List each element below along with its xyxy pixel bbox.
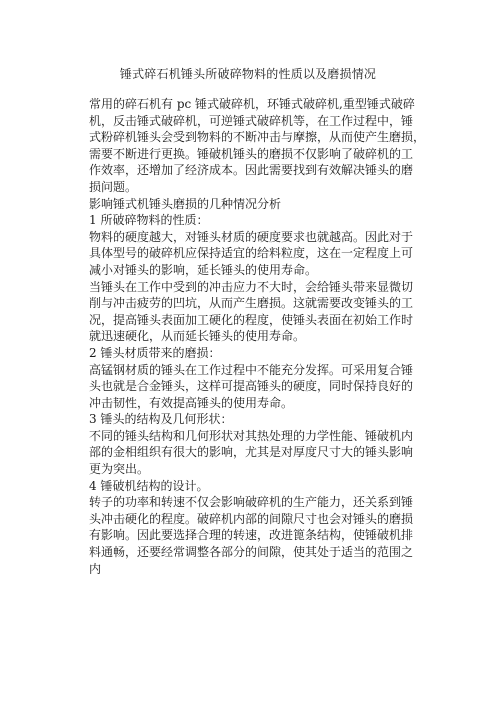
text-line: 作效率，还增加了经济成本。因此需要找到有效解决锤头的磨 — [89, 163, 414, 178]
text-line: 况，提高锤头表面加工硬化的程度，使锤头表面在初始工作时 — [89, 312, 414, 327]
text-line: 削与冲击疲劳的凹坑，从而产生磨损。这就需要改变锤头的工 — [89, 296, 414, 311]
document-body — [89, 96, 426, 577]
text-line: 内 — [89, 561, 102, 576]
subsection-heading: 1 所破碎物料的性质： — [89, 213, 209, 228]
text-line: 头也就是合金锤头，这样可提高锤头的硬度，同时保持良好的 — [89, 379, 414, 394]
text-line: 不同的锤头结构和几何形状对其热处理的力学性能、锤破机内 — [89, 428, 414, 443]
document-title: 锤式碎石机锤头所破碎物料的性质以及磨损情况 — [119, 67, 377, 81]
text-line: 部的金相组织有很大的影响，尤其是对厚度尺寸大的锤头影响 — [89, 445, 414, 460]
text-line: 机，反击锤式破碎机，可逆锤式破碎机等，在工作过程中，锤 — [89, 113, 414, 128]
text-line: 更为突出。 — [89, 462, 150, 477]
text-line: 头冲击硬化的程度。破碎机内部的间隙尺寸也会对锤头的磨损 — [89, 511, 414, 526]
text-line: 需要不断进行更换。锤破机锤头的磨损不仅影响了破碎机的工 — [89, 146, 414, 161]
text-line: 就迅速硬化，从而延长锤头的使用寿命。 — [89, 329, 306, 344]
subsection-heading: 4 锤破机结构的设计。 — [89, 478, 209, 493]
text-line: 转子的功率和转速不仅会影响破碎机的生产能力，还关系到锤 — [89, 495, 414, 510]
text-line: 具体型号的破碎机应保持适宜的给料粒度，这在一定程度上可 — [89, 246, 414, 261]
text-line: 常用的碎石机有 pc 锤式破碎机，环锤式破碎机,重型锤式破碎 — [89, 97, 415, 111]
text-line: 式粉碎机锤头会受到物料的不断冲击与摩擦，从而使产生磨损， — [89, 130, 426, 145]
text-line: 损问题。 — [89, 179, 138, 194]
text-line: 减小对锤头的影响，延长锤头的使用寿命。 — [89, 262, 318, 277]
text-line: 高锰钢材质的锤头在工作过程中不能充分发挥。可采用复合锤 — [89, 362, 414, 377]
text-line: 有影响。因此要选择合理的转速，改进篦条结构，使锤破机排 — [89, 528, 414, 543]
text-line: 当锤头在工作中受到的冲击应力不大时，会给锤头带来显微切 — [89, 279, 414, 294]
subsection-heading: 3 锤头的结构及几何形状： — [89, 412, 233, 427]
subsection-heading: 2 锤头材质带来的磨损： — [89, 345, 221, 360]
text-line: 物料的硬度越大，对锤头材质的硬度要求也就越高。因此对于 — [89, 229, 414, 244]
section-heading: 影响锤式机锤头磨损的几种情况分析 — [89, 196, 282, 211]
text-line: 料通畅，还要经常调整各部分的间隙，使其处于适当的范围之 — [89, 545, 414, 560]
text-line: 冲击韧性，有效提高锤头的使用寿命。 — [89, 395, 294, 410]
